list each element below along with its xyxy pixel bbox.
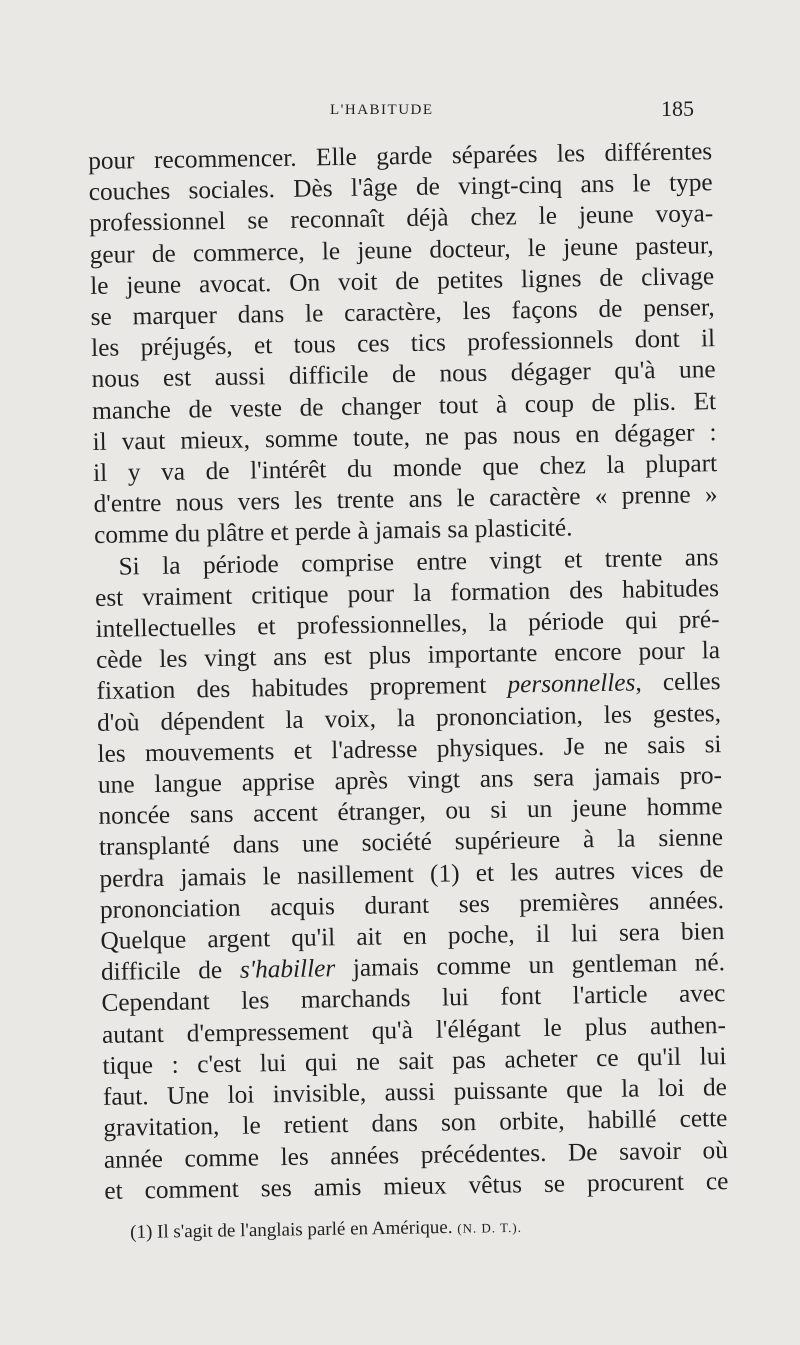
text-line: professionnel se reconnaît déjà chez le jeune voya- — [88, 199, 714, 238]
running-head — [80, 96, 700, 126]
text-line: il y va de l'intérêt du monde que chez la plupart — [92, 449, 718, 487]
text-line: faut. Une loi invisible, aussi puissante que la loi de — [102, 1073, 728, 1111]
text-line: année comme les années précédentes. De savoir où — [103, 1135, 729, 1174]
text-line: gravitation, le retient dans son orbite, habillé cette — [103, 1104, 728, 1143]
text-line: d'entre nous vers les trente ans le caractère « prenne » — [93, 480, 718, 519]
text-line: autant d'empressement qu'à l'élégant le plus authen- — [101, 1010, 727, 1049]
text-line: les préjugés, et tous ces tics professionnels dont il — [90, 324, 716, 363]
text-line: nous est aussi difficile de nous dégager qu'à une — [91, 355, 716, 394]
text-line: et comment ses amis mieux vêtus se procurent ce — [104, 1166, 729, 1205]
text-line: pour recommencer. Elle garde séparées les différentes — [88, 137, 713, 175]
text-line: transplanté dans une société supérieure à la sienne — [98, 823, 724, 862]
text-line: couches sociales. Dès l'âge de vingt-cinq ans le type — [88, 168, 713, 207]
text-line: d'où dépendent la voix, la prononciation, les gestes, — [96, 698, 722, 737]
text-line: prononciation acquis durant ses premières années. — [99, 885, 725, 924]
text-line: Si la période comprise entre vingt et trente ans — [118, 542, 719, 581]
translator-note: (N. D. T.). — [457, 1219, 523, 1236]
text-line: se marquer dans le caractère, les façons de penser, — [90, 293, 715, 331]
paragraph-1 — [88, 136, 718, 551]
text-line: Quelque argent qu'il ait en poche, il lui sera bien — [100, 917, 725, 955]
line-text: fixation des habitudes proprement — [96, 670, 508, 706]
text-line: le jeune avocat. On voit de petites lignes de clivage — [89, 261, 715, 300]
italic-word: s'habiller — [239, 954, 336, 984]
footnote-text: Il s'agit de l'anglais parlé en Amérique. — [152, 1216, 458, 1243]
footnote — [130, 1213, 690, 1244]
running-title: L'HABITUDE — [330, 102, 434, 118]
paragraph-2 — [94, 542, 728, 1207]
text-line: cède les vingt ans est plus importante encore pour la — [95, 636, 721, 675]
text-line: geur de commerce, le jeune docteur, le jeune pasteur, — [89, 230, 714, 269]
text-line: est vraiment critique pour la formation des habitudes — [94, 573, 720, 612]
text-line: les mouvements et l'adresse physiques. Je ne sais si — [97, 729, 722, 768]
text-line: intellectuelles et professionnelles, la période qui pré- — [95, 605, 720, 643]
page-number: 185 — [661, 96, 694, 121]
line-text: difficile de — [100, 955, 241, 987]
text-line: noncée sans accent étranger, ou si un jeune homme — [98, 792, 723, 831]
text-line: manche de veste de changer tout à coup de plis. Et — [91, 386, 717, 425]
line-text: , celles — [635, 667, 721, 697]
line-text: jamais comme un gentleman né. — [334, 948, 726, 983]
italic-word: personnelles — [507, 668, 636, 699]
text-line: Cependant les marchands lui font l'article avec — [101, 979, 726, 1018]
body-text — [88, 136, 729, 1207]
text-line: perdra jamais le nasillement (1) et les autres vices de — [99, 854, 724, 893]
text-line: il vaut mieux, somme toute, ne pas nous en dégager : — [92, 417, 717, 456]
text-line: une langue apprise après vingt ans sera jamais pro- — [97, 761, 723, 799]
footnote-marker: (1) — [130, 1221, 153, 1243]
text-line: tique : c'est lui qui ne sait pas acheter ce qu'il lui — [102, 1041, 727, 1080]
text-line: comme du plâtre et perde à jamais sa plasticité. — [93, 513, 573, 550]
